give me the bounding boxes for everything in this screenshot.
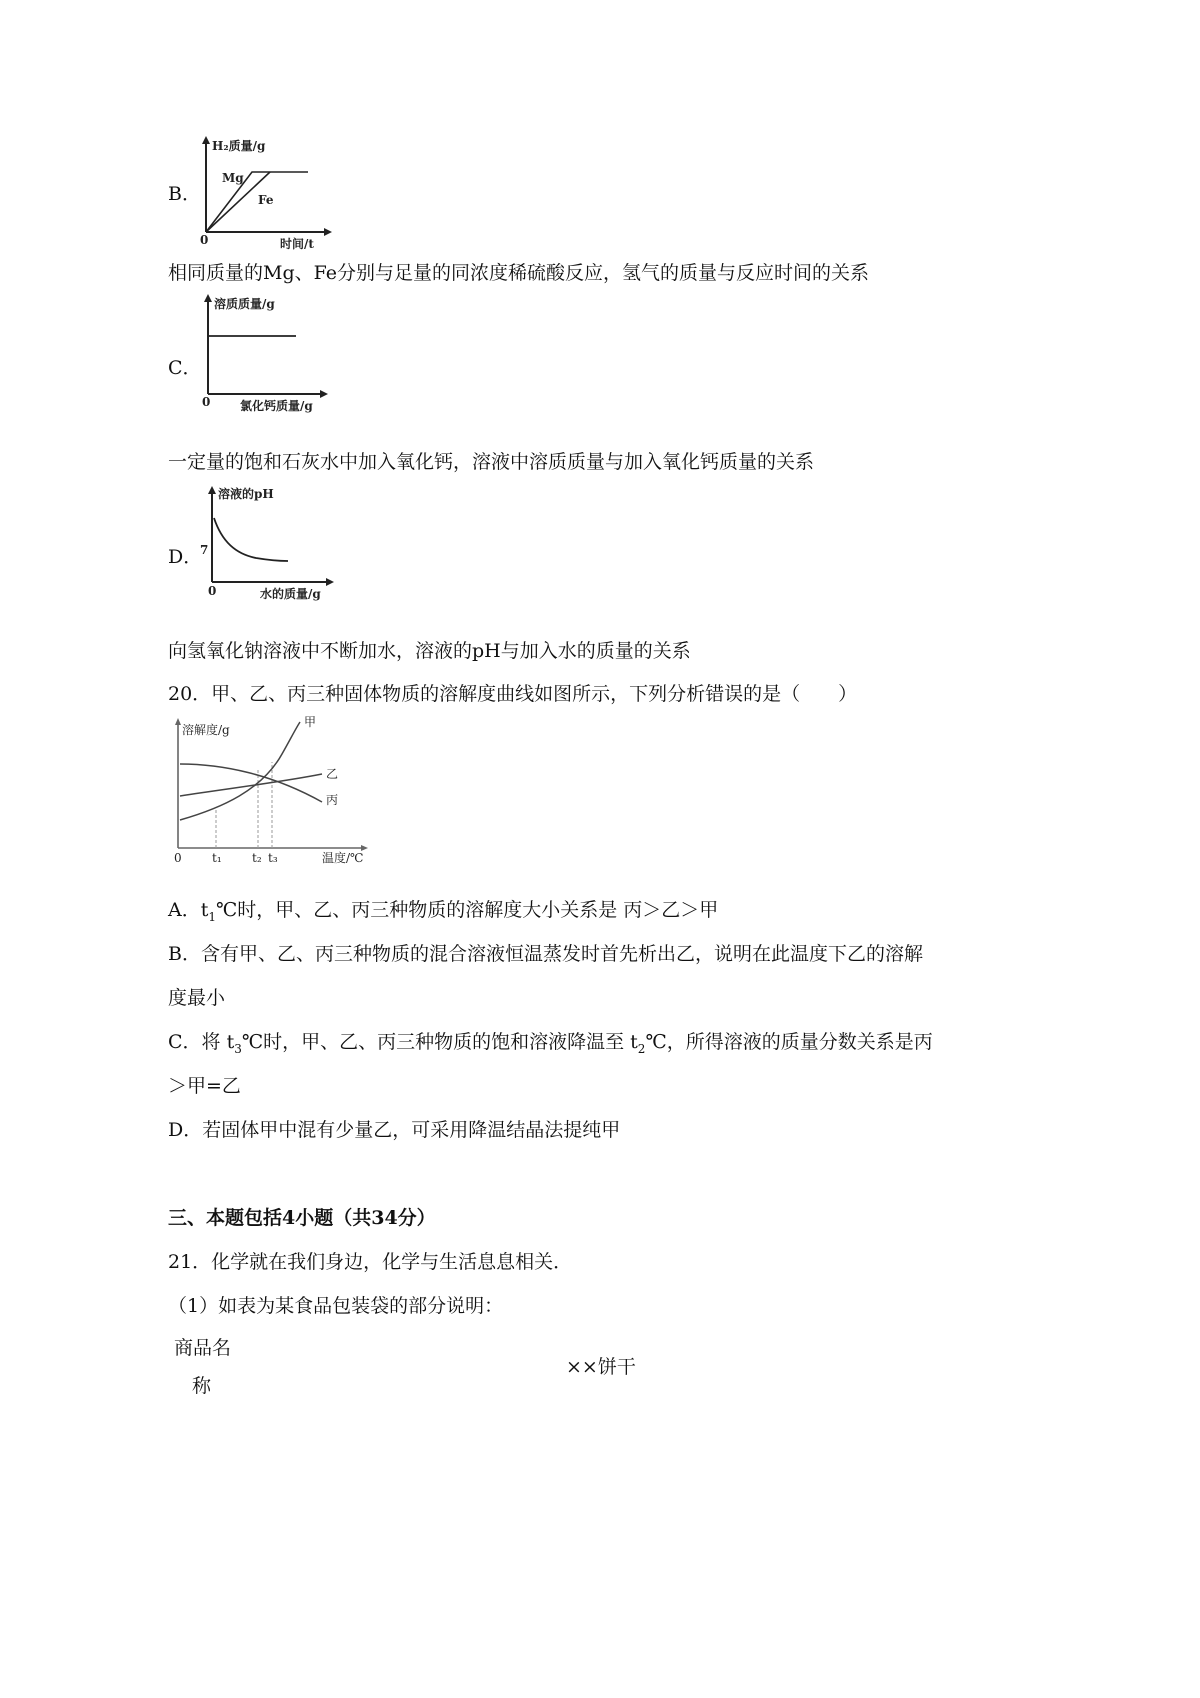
option-c-caption: 一定量的饱和石灰水中加入氧化钙，溶液中溶质质量与加入氧化钙质量的关系: [168, 451, 815, 473]
solubility-curve-bing: [180, 764, 322, 802]
table-label-line1: 商品名: [174, 1337, 232, 1359]
solubility-y-arrow: [175, 718, 181, 725]
solubility-label-jia: 甲: [304, 715, 317, 729]
solubility-t3: t₃: [268, 851, 278, 864]
q20-option-b-line1: B．含有甲、乙、丙三种物质的混合溶液恒温蒸发时首先析出乙，说明在此温度下乙的溶解: [168, 943, 923, 965]
q21-sub1: （1）如表为某食品包装袋的部分说明：: [168, 1295, 504, 1317]
graph-d: [196, 480, 346, 606]
graph-b-mg-label: Mg: [222, 171, 244, 185]
solubility-xlabel: 温度/℃: [322, 851, 364, 864]
graph-b-fe-label: Fe: [258, 193, 274, 207]
q20-option-d: D．若固体甲中混有少量乙，可采用降温结晶法提纯甲: [168, 1119, 621, 1141]
graph-c-origin: 0: [202, 395, 211, 409]
solubility-t1: t₁: [212, 851, 222, 864]
graph-d-x-arrow: [326, 578, 334, 586]
graph-solubility: [172, 712, 386, 864]
q20-option-c-line1: C．将 $t_3℃$时，甲、乙、丙三种物质的饱和溶液降温至 $t_2℃$，所得溶液的质量分数关系是丙: [168, 1031, 933, 1056]
option-c-letter: C．: [168, 357, 202, 379]
graph-b: [196, 132, 346, 252]
solubility-label-bing: 丙: [326, 793, 339, 807]
solubility-curve-yi: [180, 774, 322, 796]
graph-b-y-arrow: [202, 136, 210, 144]
graph-d-xlabel: 水的质量/g: [260, 587, 321, 601]
solubility-ylabel: 溶解度/g: [182, 723, 230, 737]
q20-option-a: A．$t_1℃$时，甲、乙、丙三种物质的溶解度大小关系是 丙＞乙＞甲: [168, 899, 719, 924]
solubility-label-yi: 乙: [326, 767, 339, 781]
option-b-caption: 相同质量的Mg、Fe分别与足量的同浓度稀硫酸反应，氢气的质量与反应时间的关系: [168, 262, 870, 284]
product-table: [168, 1330, 948, 1420]
q21-stem: 21．化学就在我们身边，化学与生活息息相关．: [168, 1251, 573, 1273]
option-b-letter: B．: [168, 183, 201, 205]
option-d-caption: 向氢氧化钠溶液中不断加水，溶液的pH与加入水的质量的关系: [168, 640, 691, 662]
solubility-origin: 0: [174, 851, 182, 864]
graph-b-x-arrow: [324, 228, 332, 236]
graph-c-x-arrow: [320, 390, 328, 398]
graph-b-origin: 0: [200, 233, 209, 247]
section-3-heading: 三、本题包括4小题（共34分）: [168, 1207, 436, 1229]
q20-option-b-line2: 度最小: [168, 987, 226, 1009]
solubility-t2: t₂: [252, 851, 262, 864]
graph-d-origin: 0: [208, 584, 217, 598]
graph-c-ylabel: 溶质质量/g: [214, 297, 275, 311]
graph-d-curve: [214, 518, 288, 561]
q20-option-c-line2: ＞甲=乙: [168, 1075, 241, 1097]
table-label-line2: 称: [192, 1375, 212, 1397]
graph-c: [196, 288, 346, 418]
option-d-letter: D．: [168, 546, 203, 568]
graph-b-ylabel: H₂质量/g: [212, 139, 266, 153]
table-value: ××饼干: [566, 1356, 636, 1378]
q20-stem: 20．甲、乙、丙三种固体物质的溶解度曲线如图所示，下列分析错误的是（ ）: [168, 683, 858, 705]
graph-b-xlabel: 时间/t: [280, 237, 314, 251]
graph-d-mark-7: 7: [200, 543, 209, 557]
graph-c-xlabel: 氯化钙质量/g: [240, 399, 313, 413]
graph-d-ylabel: 溶液的pH: [218, 487, 274, 501]
graph-c-y-arrow: [204, 294, 212, 302]
graph-d-y-arrow: [208, 486, 216, 494]
